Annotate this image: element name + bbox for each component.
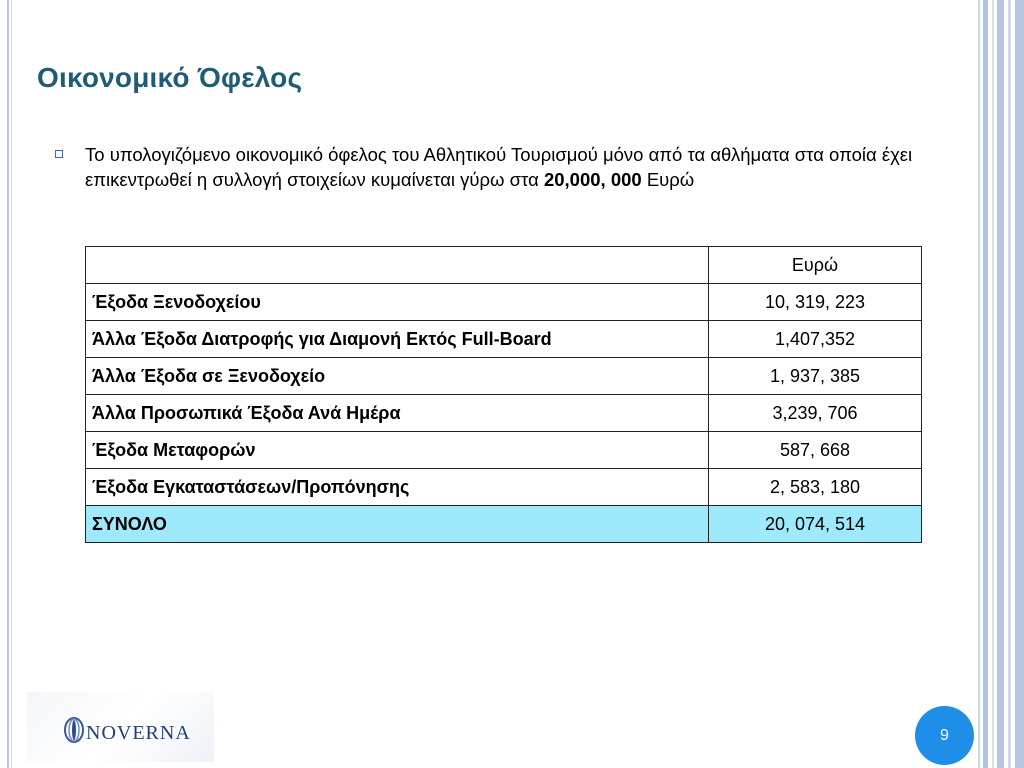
table-row [86,432,922,469]
row-value: 10, 319, 223 [709,284,922,321]
bullet-text [85,142,935,192]
row-label: Άλλα Έξοδα σε Ξενοδοχείο [86,358,709,395]
slide-title: Οικονομικό Όφελος [37,62,303,93]
row-label: Άλλα Προσωπικά Έξοδα Ανά Ημέρα [86,395,709,432]
square-bullet-icon [55,150,63,158]
row-value: 1, 937, 385 [709,358,922,395]
table-row [86,395,922,432]
row-label: Έξοδα Μεταφορών [86,432,709,469]
row-label: Έξοδα Ξενοδοχείου [86,284,709,321]
bullet-text-after: Ευρώ [641,169,695,190]
right-decorative-stripes [974,0,1024,768]
noverna-logo-text: NOVERNA [86,722,191,744]
table-row [86,358,922,395]
table-header-currency: Ευρώ [709,247,922,284]
expenses-table [85,246,922,543]
row-value: 3,239, 706 [709,395,922,432]
table-row [86,321,922,358]
page-number: 9 [915,706,974,765]
left-frame-line [7,0,9,768]
bullet-text-amount: 20,000, 000 [543,169,642,190]
table-row [86,284,922,321]
bullet-text-before: Το υπολογιζόμενο οικονομικό όφελος του Αθλητικού Τουρισμού μόνο από τα αθλήματα στα οποία έχει επικεντρωθεί η συλλογή στοιχείων κυμαίνεται γύρω στα [85,144,913,190]
row-label: Άλλα Έξοδα Διατροφής για Διαμονή Εκτός Full-Board [86,321,709,358]
row-value: 1,407,352 [709,321,922,358]
left-frame-line-inner [11,0,12,768]
row-label: Έξοδα Εγκαταστάσεων/Προπόνησης [86,469,709,506]
noverna-logo-icon [60,716,88,744]
table-header-empty-cell [86,247,709,284]
table-header-row [86,247,922,284]
row-value: 587, 668 [709,432,922,469]
table-row [86,469,922,506]
table-total-row [86,506,922,543]
row-value: 2, 583, 180 [709,469,922,506]
total-value: 20, 074, 514 [709,506,922,543]
total-label: ΣΥΝΟΛΟ [86,506,709,543]
